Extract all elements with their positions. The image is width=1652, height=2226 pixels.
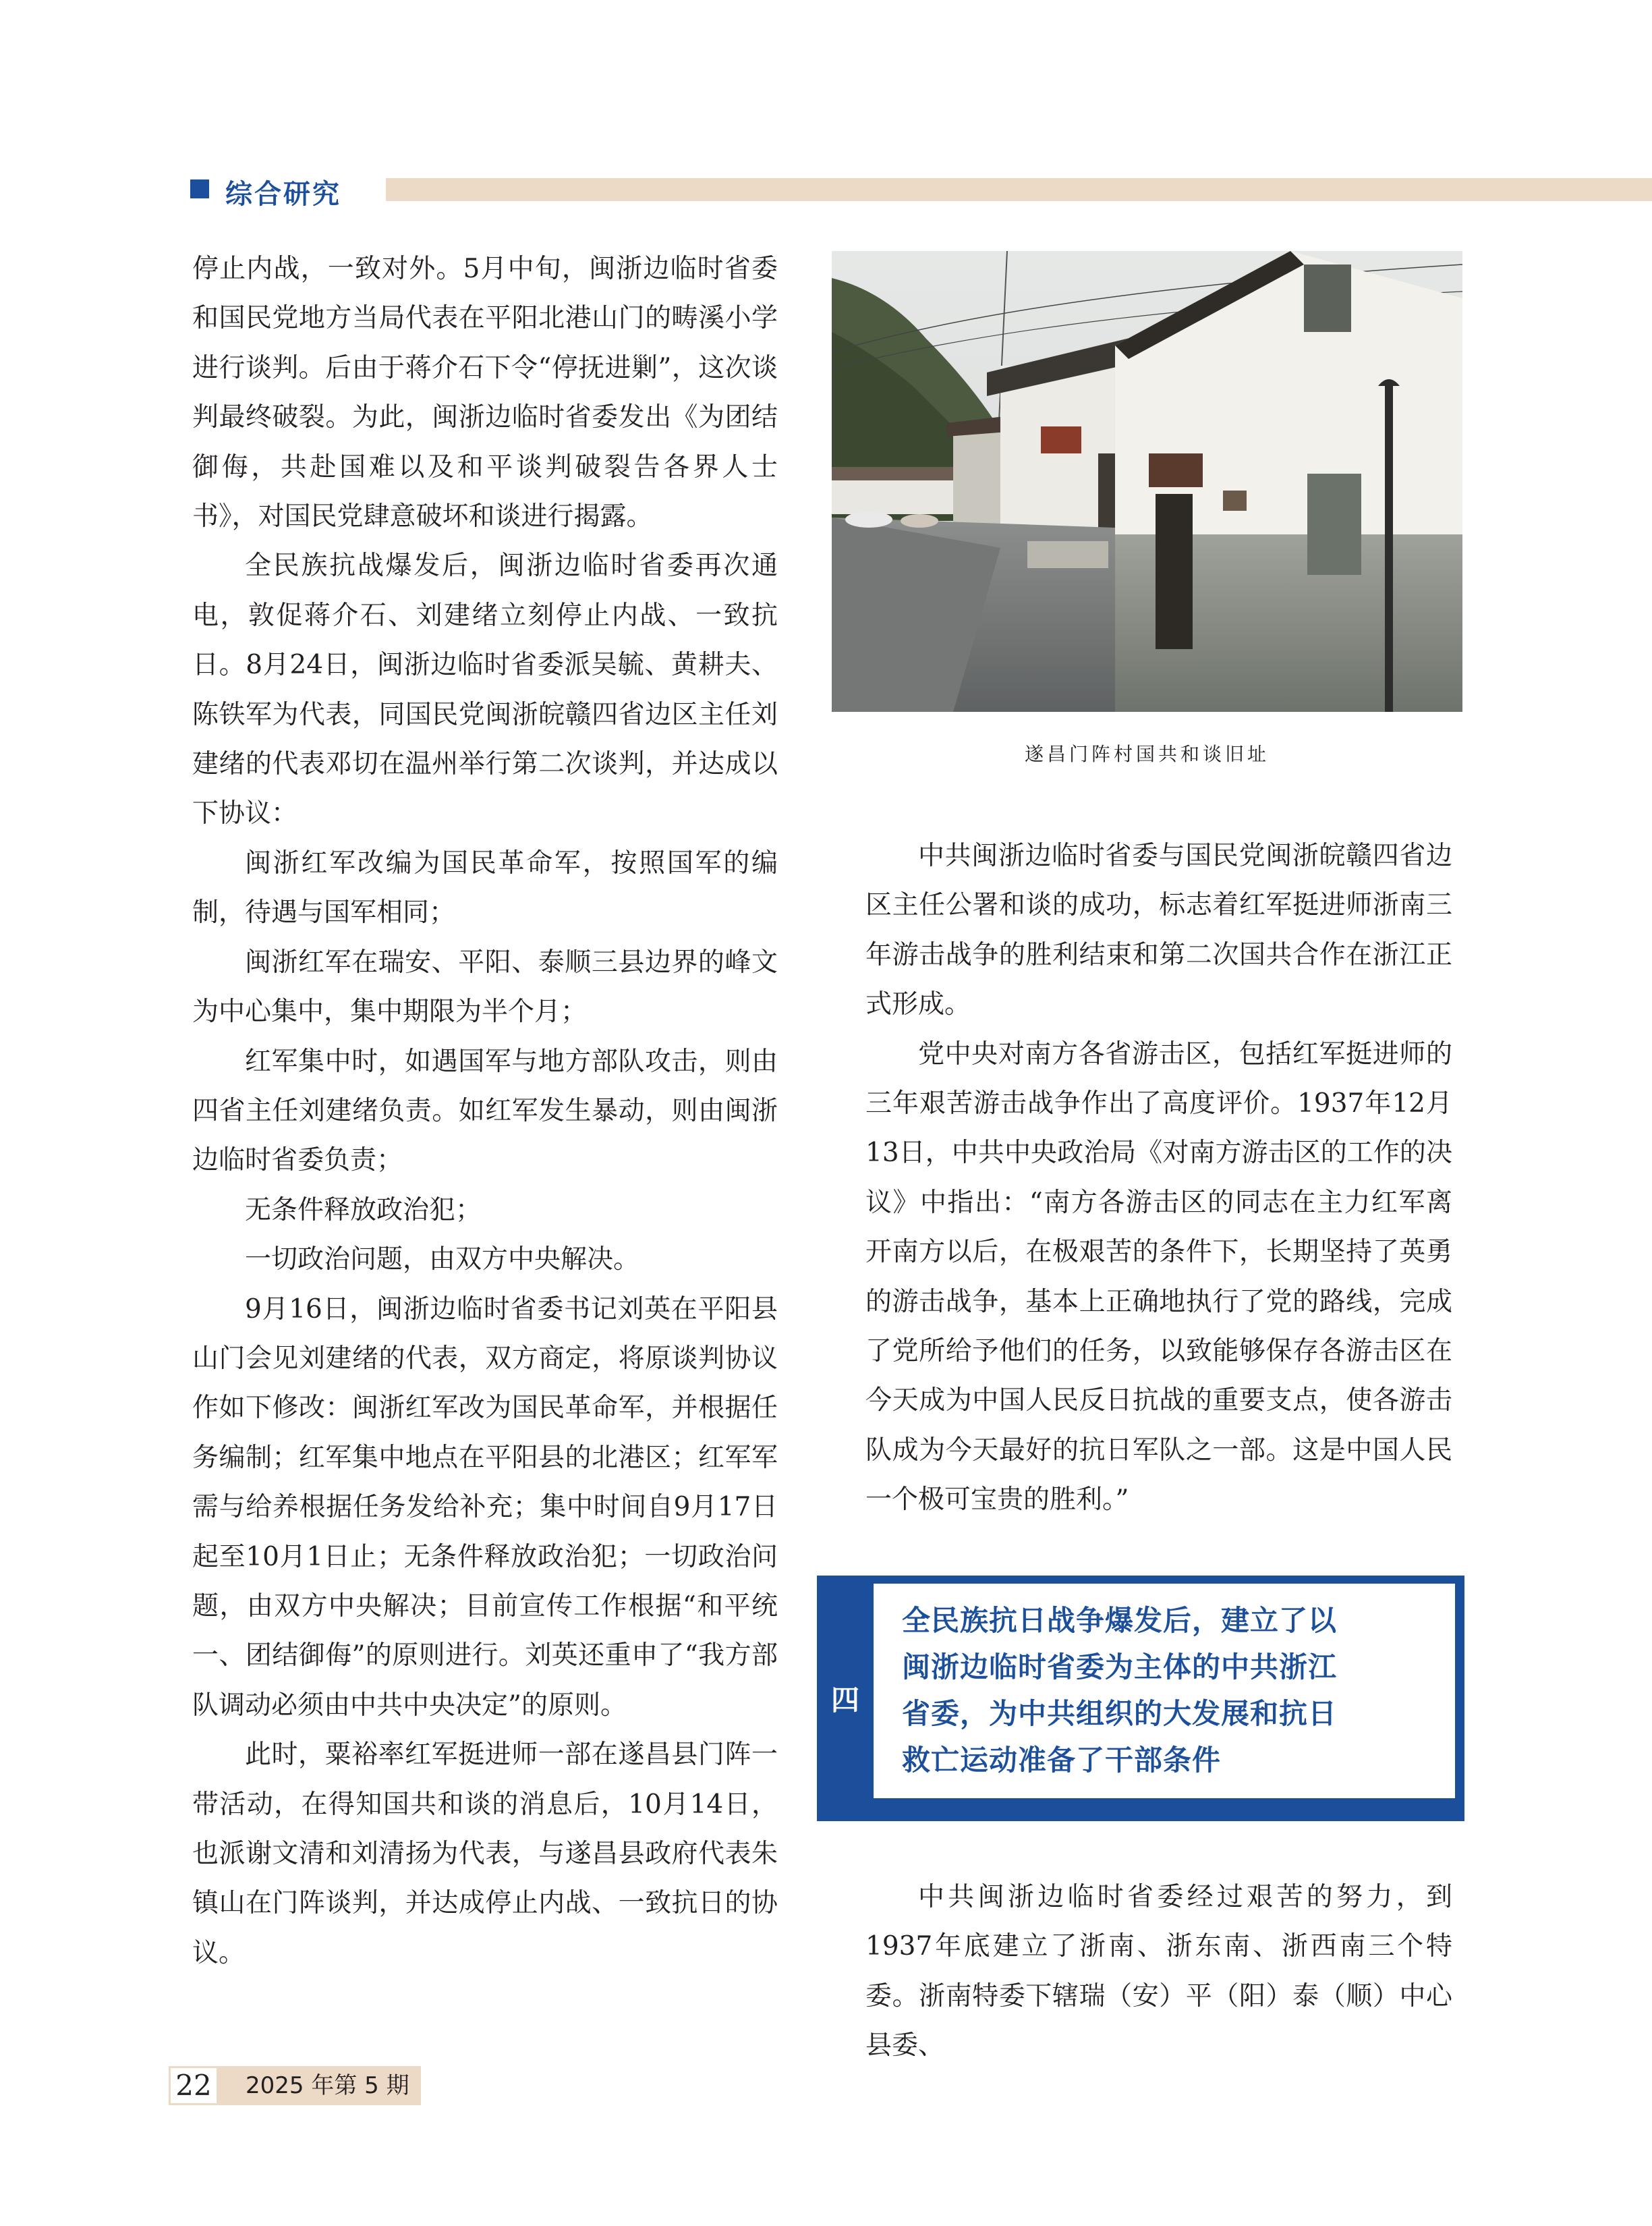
section-heading-panel: [874, 1584, 1455, 1798]
right-text-column-top: [865, 831, 1452, 1525]
section-title: 综合研究: [225, 179, 341, 210]
right-text-column-bottom: [865, 1872, 1452, 2071]
section-heading-text: [902, 1597, 1428, 1783]
left-text-column: [192, 244, 778, 1978]
paragraph: 红军集中时，如遇国军与地方部队攻击，则由四省主任刘建绪负责。如红军发生暴动，则由闽浙边临时省委负责；: [192, 1046, 778, 1176]
paragraph: 闽浙红军改编为国民革命军，按照国军的编制，待遇与国军相同；: [192, 847, 778, 928]
paragraph: 此时，粟裕率红军挺进师一部在遂昌县门阵一带活动，在得知国共和谈的消息后，10月14日，也派谢文清和刘清扬为代表，与遂昌县政府代表朱镇山在门阵谈判，并达成停止内战、一致抗日的协议。: [192, 1740, 778, 1968]
paragraph: 一切政治问题，由双方中央解决。: [245, 1244, 640, 1275]
paragraph: 无条件释放政治犯；: [245, 1194, 482, 1225]
paragraph: 中共闽浙边临时省委与国民党闽浙皖赣四省边区主任公署和谈的成功，标志着红军挺进师浙南三年游击战争的胜利结束和第二次国共合作在浙江正式形成。: [865, 841, 1452, 1020]
page-number: 22: [169, 2066, 219, 2105]
heading-line: 省委，为中共组织的大发展和抗日: [902, 1697, 1338, 1730]
paragraph: 党中央对南方各省游击区，包括红军挺进师的三年艰苦游击战争作出了高度评价。1937年12月13日，中共中央政治局《对南方游击区的工作的决议》中指出：“南方各游击区的同志在主力红军离开南方以后，在极艰苦的条件下，长期坚持了英勇的游击战争，基本上正确地执行了党的路线，完成了党所给予他们的任务，以致能够保存各游击区在今天成为中国人民反日抗战的重要支点，使各游击队成为今天最好的抗日军队之一部。这是中国人民一个极可宝贵的胜利。”: [865, 1038, 1452, 1515]
header-decorative-bar: [386, 178, 1652, 201]
heading-line: 全民族抗日战争爆发后，建立了以: [902, 1604, 1338, 1637]
section-number: 四: [830, 1684, 859, 1717]
section-marker-square: [190, 179, 209, 198]
historic-site-photo: [832, 251, 1462, 712]
section-heading-box: [817, 1576, 1464, 1821]
issue-label: 2025 年第 5 期: [219, 2066, 421, 2105]
paragraph: 闽浙红军在瑞安、平阳、泰顺三县边界的峰文为中心集中，集中期限为半个月；: [192, 947, 778, 1028]
paragraph: 停止内战，一致对外。5月中旬，闽浙边临时省委和国民党地方当局代表在平阳北港山门的畴溪小学进行谈判。后由于蒋介石下令“停抚进剿”，这次谈判最终破裂。为此，闽浙边临时省委发出《为团结御侮，共赴国难以及和平谈判破裂告各界人士书》，对国民党肆意破坏和谈进行揭露。: [192, 254, 778, 532]
paragraph: 中共闽浙边临时省委经过艰苦的努力，到1937年底建立了浙南、浙东南、浙西南三个特委。浙南特委下辖瑞（安）平（阳）泰（顺）中心县委、: [865, 1882, 1452, 2061]
heading-line: 救亡运动准备了干部条件: [902, 1744, 1222, 1777]
heading-line: 闽浙边临时省委为主体的中共浙江: [902, 1650, 1338, 1684]
paragraph: 全民族抗战爆发后，闽浙边临时省委再次通电，敦促蒋介石、刘建绪立刻停止内战、一致抗日。8月24日，闽浙边临时省委派吴毓、黄耕夫、陈铁军为代表，同国民党闽浙皖赣四省边区主任刘建绪的代表邓切在温州举行第二次谈判，并达成以下协议：: [192, 551, 778, 829]
paragraph: 9月16日，闽浙边临时省委书记刘英在平阳县山门会见刘建绪的代表，双方商定，将原谈判协议作如下修改：闽浙红军改为国民革命军，并根据任务编制；红军集中地点在平阳县的北港区；红军军需与给养根据任务发给补充；集中时间自9月17日起至10月1日止；无条件释放政治犯；一切政治问题，由双方中央解决；目前宣传工作根据“和平统一、团结御侮”的原则进行。刘英还重申了“我方部队调动必须由中共中央决定”的原则。: [192, 1293, 778, 1721]
photo-caption: 遂昌门阵村国共和谈旧址: [1024, 743, 1270, 765]
